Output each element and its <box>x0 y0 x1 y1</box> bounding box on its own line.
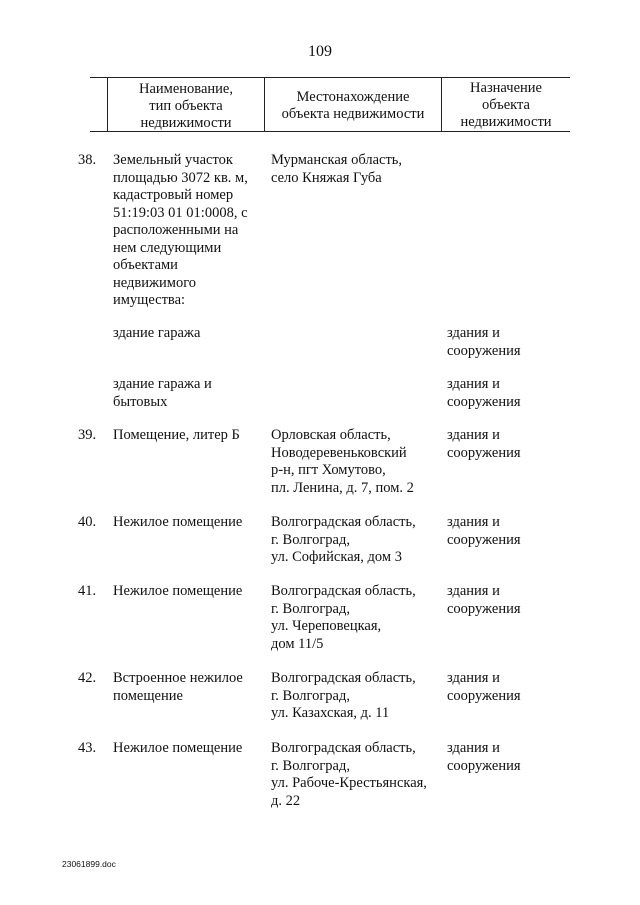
row-purpose: здания и сооружения <box>447 325 521 359</box>
row-name: Нежилое помещение <box>113 514 243 530</box>
footer-filename: 23061899.doc <box>62 859 116 869</box>
row-location: Волгоградская область, г. Волгоград, ул. Рабоче-Крестьянская, д. 22 <box>271 740 427 809</box>
row-name: Нежилое помещение <box>113 740 243 756</box>
page-number: 109 <box>308 43 332 60</box>
row-number: 42. <box>78 670 97 686</box>
row-location: Волгоградская область, г. Волгоград, ул. Череповецкая, дом 11/5 <box>271 583 416 652</box>
row-number: 41. <box>78 583 97 599</box>
row-purpose: здания и сооружения <box>447 583 521 617</box>
row-purpose: здания и сооружения <box>447 427 521 461</box>
row-name: здание гаража и бытовых <box>113 376 212 410</box>
row-location: Орловская область, Новодеревеньковский р-н, пгт Хомутово, пл. Ленина, д. 7, пом. 2 <box>271 427 414 496</box>
row-number: 38. <box>78 152 97 168</box>
header-divider-3 <box>441 77 442 131</box>
header-location: Местонахождение объекта недвижимости <box>281 89 425 122</box>
row-location: Мурманская область, село Княжая Губа <box>271 152 403 186</box>
row-location: Волгоградская область, г. Волгоград, ул. Казахская, д. 11 <box>271 670 416 721</box>
row-name: Встроенное нежилое помещение <box>113 670 243 704</box>
table-top-rule <box>90 77 570 78</box>
row-name: Помещение, литер Б <box>113 427 240 443</box>
header-divider-1 <box>107 77 108 131</box>
row-name: Нежилое помещение <box>113 583 243 599</box>
row-purpose: здания и сооружения <box>447 376 521 410</box>
row-name: Земельный участок площадью 3072 кв. м, кадастровый номер 51:19:03 01 01:0008, с расположенными на нем следующими объектами недвижимого имущества: <box>113 152 248 308</box>
row-number: 40. <box>78 514 97 530</box>
header-purpose: Назначение объекта недвижимости <box>460 80 552 130</box>
row-number: 43. <box>78 740 97 756</box>
row-purpose: здания и сооружения <box>447 670 521 704</box>
row-purpose: здания и сооружения <box>447 514 521 548</box>
row-number: 39. <box>78 427 97 443</box>
row-purpose: здания и сооружения <box>447 740 521 774</box>
row-name: здание гаража <box>113 325 201 341</box>
header-name: Наименование, тип объекта недвижимости <box>139 81 233 131</box>
row-location: Волгоградская область, г. Волгоград, ул. Софийская, дом 3 <box>271 514 416 565</box>
header-divider-2 <box>264 77 265 131</box>
